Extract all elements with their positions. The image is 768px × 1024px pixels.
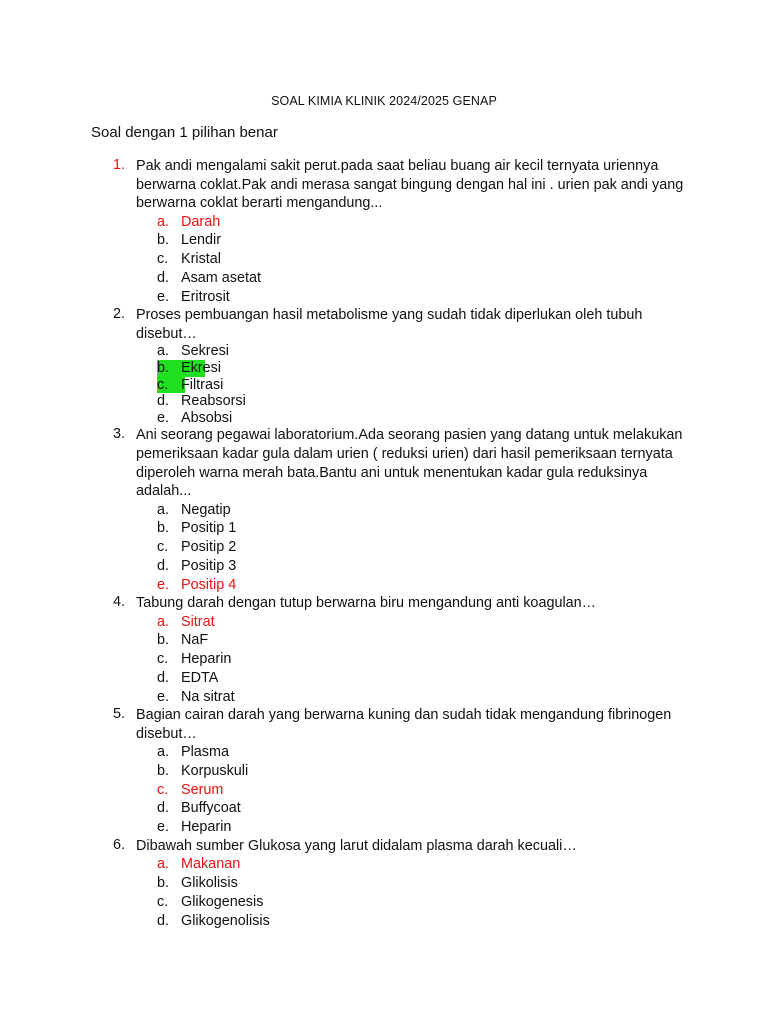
option-letter: c. bbox=[157, 539, 169, 556]
option-letter: a. bbox=[157, 856, 170, 873]
option-list bbox=[0, 343, 768, 426]
option-letter: d. bbox=[157, 269, 170, 286]
option-letter: d. bbox=[157, 800, 170, 817]
option-list bbox=[0, 213, 768, 306]
question-4 bbox=[0, 594, 768, 706]
question-text-line: Proses pembuangan hasil metabolisme yang sudah tidak diperlukan oleh tubuh bbox=[136, 307, 643, 324]
option-text: Reabsorsi bbox=[181, 393, 246, 410]
option-letter: a. bbox=[157, 744, 170, 761]
option-c bbox=[0, 650, 768, 669]
option-list bbox=[0, 501, 768, 594]
option-letter: b. bbox=[157, 875, 170, 892]
option-text: Lendir bbox=[181, 232, 222, 249]
option-text: Positip 3 bbox=[181, 557, 237, 574]
option-letter: b. bbox=[157, 520, 170, 537]
option-text: Eritrosit bbox=[181, 288, 230, 305]
option-b bbox=[0, 519, 768, 538]
option-a bbox=[0, 743, 768, 762]
option-c-highlighted bbox=[0, 377, 768, 394]
question-text-line: berwarna coklat berarti mengandung... bbox=[136, 195, 383, 212]
question-1 bbox=[0, 157, 768, 306]
option-letter: e. bbox=[157, 576, 170, 593]
question-number: 2. bbox=[113, 306, 126, 323]
question-number: 5. bbox=[113, 706, 126, 723]
option-list bbox=[0, 855, 768, 930]
option-text: Plasma bbox=[181, 744, 229, 761]
option-letter: a. bbox=[157, 613, 170, 630]
option-letter: c. bbox=[157, 376, 169, 393]
option-letter: a. bbox=[157, 501, 170, 518]
option-text: Negatip bbox=[181, 501, 231, 518]
option-letter: c. bbox=[157, 781, 169, 798]
option-text: Glikogenesis bbox=[181, 893, 264, 910]
question-number: 6. bbox=[113, 836, 126, 853]
question-text-line: Bagian cairan darah yang berwarna kuning dan sudah tidak mengandung fibrinogen bbox=[136, 707, 672, 724]
option-letter: e. bbox=[157, 288, 170, 305]
option-letter: b. bbox=[157, 360, 170, 376]
option-c bbox=[0, 781, 768, 800]
question-text-line: Pak andi mengalami sakit perut.pada saat beliau buang air kecil ternyata uriennya bbox=[136, 158, 659, 174]
question-2 bbox=[0, 306, 768, 426]
option-text: Glikogenolisis bbox=[181, 912, 270, 929]
option-letter: b. bbox=[157, 232, 170, 249]
option-letter: d. bbox=[157, 669, 170, 686]
option-text: Sitrat bbox=[181, 613, 215, 630]
option-b bbox=[0, 631, 768, 650]
option-d bbox=[0, 269, 768, 288]
question-number: 3. bbox=[113, 426, 126, 443]
option-text: NaF bbox=[181, 632, 209, 649]
option-b bbox=[0, 874, 768, 893]
option-e bbox=[0, 410, 768, 427]
question-5 bbox=[0, 706, 768, 837]
option-letter: c. bbox=[157, 651, 169, 668]
option-text: Asam asetat bbox=[181, 269, 261, 286]
question-6 bbox=[0, 837, 768, 930]
option-text: Korpuskuli bbox=[181, 763, 249, 780]
option-c bbox=[0, 893, 768, 912]
option-text: Ekresi bbox=[181, 360, 221, 376]
option-letter: a. bbox=[157, 343, 170, 360]
question-text-line: adalah... bbox=[136, 483, 192, 500]
option-a bbox=[0, 343, 768, 360]
question-number: 4. bbox=[113, 594, 126, 611]
question-text-line: Tabung darah dengan tutup berwarna biru mengandung anti koagulan… bbox=[136, 595, 597, 612]
option-list bbox=[0, 613, 768, 706]
question-text-line: disebut… bbox=[136, 325, 197, 342]
option-a bbox=[0, 613, 768, 632]
question-3 bbox=[0, 426, 768, 594]
option-text: Sekresi bbox=[181, 343, 229, 360]
option-e bbox=[0, 688, 768, 707]
option-text: Glikolisis bbox=[181, 875, 238, 892]
option-e bbox=[0, 288, 768, 307]
option-list bbox=[0, 743, 768, 836]
option-text: Serum bbox=[181, 781, 224, 798]
option-c bbox=[0, 538, 768, 557]
option-text: Positip 2 bbox=[181, 539, 237, 556]
option-text: Absobsi bbox=[181, 409, 233, 426]
option-letter: a. bbox=[157, 213, 170, 230]
option-a bbox=[0, 855, 768, 874]
question-text-line: berwarna coklat.Pak andi merasa sangat bingung dengan hal ini . urien pak andi yang bbox=[136, 176, 684, 193]
option-d bbox=[0, 912, 768, 931]
question-text-line: Dibawah sumber Glukosa yang larut didalam plasma darah kecuali… bbox=[136, 837, 577, 854]
option-letter: c. bbox=[157, 251, 169, 268]
option-b-highlighted bbox=[0, 360, 768, 377]
option-letter: d. bbox=[157, 912, 170, 929]
option-letter: e. bbox=[157, 819, 170, 836]
option-letter: d. bbox=[157, 393, 170, 410]
option-d bbox=[0, 557, 768, 576]
document-subtitle: Soal dengan 1 pilihan benar bbox=[91, 124, 278, 141]
option-letter: d. bbox=[157, 557, 170, 574]
question-text-line: pemeriksaan kadar gula dalam urien ( reduksi urien) dari hasil pemeriksaan ternyata bbox=[136, 445, 673, 462]
option-text: Na sitrat bbox=[181, 688, 235, 705]
option-text: Makanan bbox=[181, 856, 241, 873]
option-text: EDTA bbox=[181, 669, 219, 686]
option-a bbox=[0, 213, 768, 232]
option-letter: e. bbox=[157, 688, 170, 705]
option-c bbox=[0, 250, 768, 269]
option-text: Positip 4 bbox=[181, 576, 237, 593]
option-a bbox=[0, 501, 768, 520]
option-text: Heparin bbox=[181, 819, 232, 836]
option-d bbox=[0, 669, 768, 688]
question-text-line: disebut… bbox=[136, 725, 197, 742]
option-text: Heparin bbox=[181, 651, 232, 668]
option-text: Kristal bbox=[181, 251, 221, 268]
question-list bbox=[0, 157, 768, 930]
option-text: Positip 1 bbox=[181, 520, 237, 537]
option-e bbox=[0, 818, 768, 837]
option-text: Buffycoat bbox=[181, 800, 241, 817]
option-e bbox=[0, 576, 768, 595]
option-text: Darah bbox=[181, 213, 221, 230]
option-letter: b. bbox=[157, 632, 170, 649]
option-letter: c. bbox=[157, 893, 169, 910]
option-d bbox=[0, 393, 768, 410]
option-b bbox=[0, 762, 768, 781]
option-letter: b. bbox=[157, 763, 170, 780]
question-text-line: diperoleh warna merah bata.Bantu ani untuk menentukan kadar gula reduksinya bbox=[136, 464, 648, 481]
option-b bbox=[0, 231, 768, 250]
option-letter: e. bbox=[157, 409, 170, 426]
question-number: 1. bbox=[113, 157, 126, 173]
question-text-line: Ani seorang pegawai laboratorium.Ada seorang pasien yang datang untuk melakukan bbox=[136, 427, 683, 444]
option-text: Filtrasi bbox=[181, 376, 224, 393]
option-d bbox=[0, 799, 768, 818]
document-title: SOAL KIMIA KLINIK 2024/2025 GENAP bbox=[271, 94, 497, 108]
